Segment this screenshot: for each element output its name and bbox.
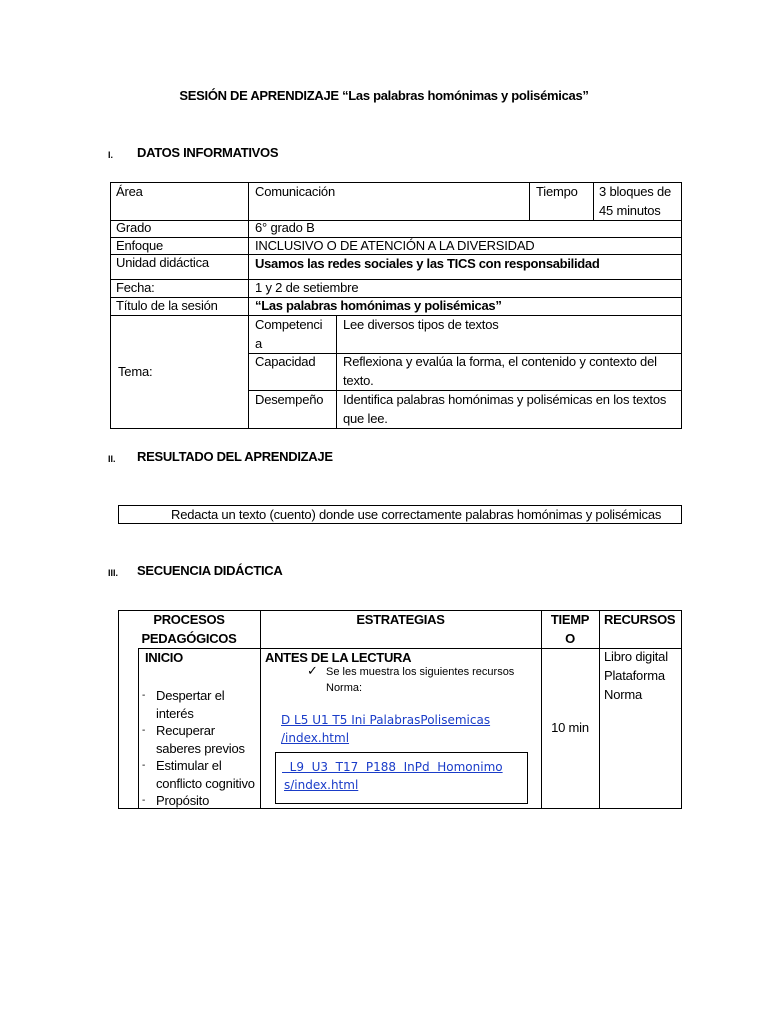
resultado-text: Redacta un texto (cuento) donde use correctamente palabras homónimas y polisémicas bbox=[171, 507, 662, 522]
tiempo-label: Tiempo bbox=[536, 184, 578, 199]
unidad-label: Unidad didáctica bbox=[116, 255, 209, 270]
list-item-text: conflicto cognitivo bbox=[156, 776, 255, 791]
list-item bbox=[142, 687, 260, 723]
header-procesos: PROCESOS bbox=[153, 612, 225, 627]
list-item-text: Despertar el bbox=[156, 688, 225, 703]
antes-lectura-label: ANTES DE LA LECTURA bbox=[265, 650, 412, 665]
section-heading: RESULTADO DEL APRENDIZAJE bbox=[137, 449, 333, 464]
section-heading: DATOS INFORMATIVOS bbox=[137, 145, 279, 160]
fecha-value: 1 y 2 de setiembre bbox=[255, 280, 359, 295]
area-value: Comunicación bbox=[255, 184, 335, 199]
list-item bbox=[142, 792, 260, 810]
list-item-text: Propósito bbox=[156, 793, 210, 808]
header-procesos: PEDAGÓGICOS bbox=[141, 631, 237, 646]
recurso-item: Plataforma bbox=[604, 668, 665, 683]
list-bullet: - bbox=[142, 795, 146, 806]
section-number: II. bbox=[108, 454, 116, 464]
resultado-box bbox=[118, 505, 682, 524]
recurso-item: Libro digital bbox=[604, 649, 668, 664]
competencia-label: a bbox=[255, 336, 263, 351]
list-item bbox=[142, 757, 260, 793]
recurso-item: Norma bbox=[604, 687, 643, 702]
list-item bbox=[142, 722, 260, 758]
check-text: Norma: bbox=[326, 682, 363, 694]
grado-value: 6° grado B bbox=[255, 220, 315, 235]
competencia-label: Competenci bbox=[255, 317, 323, 332]
capacidad-label: Capacidad bbox=[255, 354, 316, 369]
desempeno-value: Identifica palabras homónimas y polisémicas en los textos bbox=[343, 392, 667, 407]
titulo-value: “Las palabras homónimas y polisémicas” bbox=[255, 298, 502, 313]
list-item-text: interés bbox=[156, 706, 194, 721]
header-recursos: RECURSOS bbox=[604, 612, 676, 627]
desempeno-label: Desempeño bbox=[255, 392, 324, 407]
resource-link[interactable]: /index.html bbox=[281, 731, 350, 745]
enfoque-label: Enfoque bbox=[116, 238, 164, 253]
list-bullet: - bbox=[142, 725, 146, 736]
tema-label: Tema: bbox=[118, 364, 153, 379]
section-heading: SECUENCIA DIDÁCTICA bbox=[137, 563, 283, 578]
list-bullet: - bbox=[142, 690, 146, 701]
competencia-value: Lee diversos tipos de textos bbox=[343, 317, 499, 332]
inicio-label: INICIO bbox=[145, 650, 183, 665]
list-item-text: saberes previos bbox=[156, 741, 245, 756]
tiempo-value: 10 min bbox=[551, 720, 589, 735]
tiempo-value: 45 minutos bbox=[599, 203, 661, 218]
tiempo-value: 3 bloques de bbox=[599, 184, 672, 199]
list-item-text: Recuperar bbox=[156, 723, 215, 738]
desempeno-value: que lee. bbox=[343, 411, 388, 426]
capacidad-value: texto. bbox=[343, 373, 374, 388]
resource-link[interactable]: s/index.html bbox=[284, 778, 359, 792]
check-text: Se les muestra los siguientes recursos bbox=[326, 666, 515, 678]
resource-link[interactable]: L9 U3 T17 P188 InPd Homonimo bbox=[282, 760, 503, 774]
header-tiempo: O bbox=[565, 631, 575, 646]
area-label: Área bbox=[116, 184, 143, 199]
checkmark-icon: ✓ bbox=[307, 664, 318, 679]
grado-label: Grado bbox=[116, 220, 152, 235]
titulo-label: Título de la sesión bbox=[116, 298, 218, 313]
enfoque-value: INCLUSIVO O DE ATENCIÓN A LA DIVERSIDAD bbox=[255, 238, 535, 253]
page-title: SESIÓN DE APRENDIZAJE “Las palabras homónimas y polisémicas” bbox=[179, 88, 589, 103]
unidad-value: Usamos las redes sociales y las TICS con responsabilidad bbox=[255, 256, 600, 271]
fecha-label: Fecha: bbox=[116, 280, 155, 295]
resource-link[interactable]: D L5 U1 T5 Ini PalabrasPolisemicas bbox=[281, 713, 491, 727]
header-estrategias: ESTRATEGIAS bbox=[356, 612, 445, 627]
capacidad-value: Reflexiona y evalúa la forma, el contenido y contexto del bbox=[343, 354, 657, 369]
section-number: I. bbox=[108, 150, 114, 160]
list-bullet: - bbox=[142, 760, 146, 771]
section-number: III. bbox=[108, 568, 119, 578]
list-item-text: Estimular el bbox=[156, 758, 222, 773]
header-tiempo: TIEMP bbox=[550, 612, 590, 627]
